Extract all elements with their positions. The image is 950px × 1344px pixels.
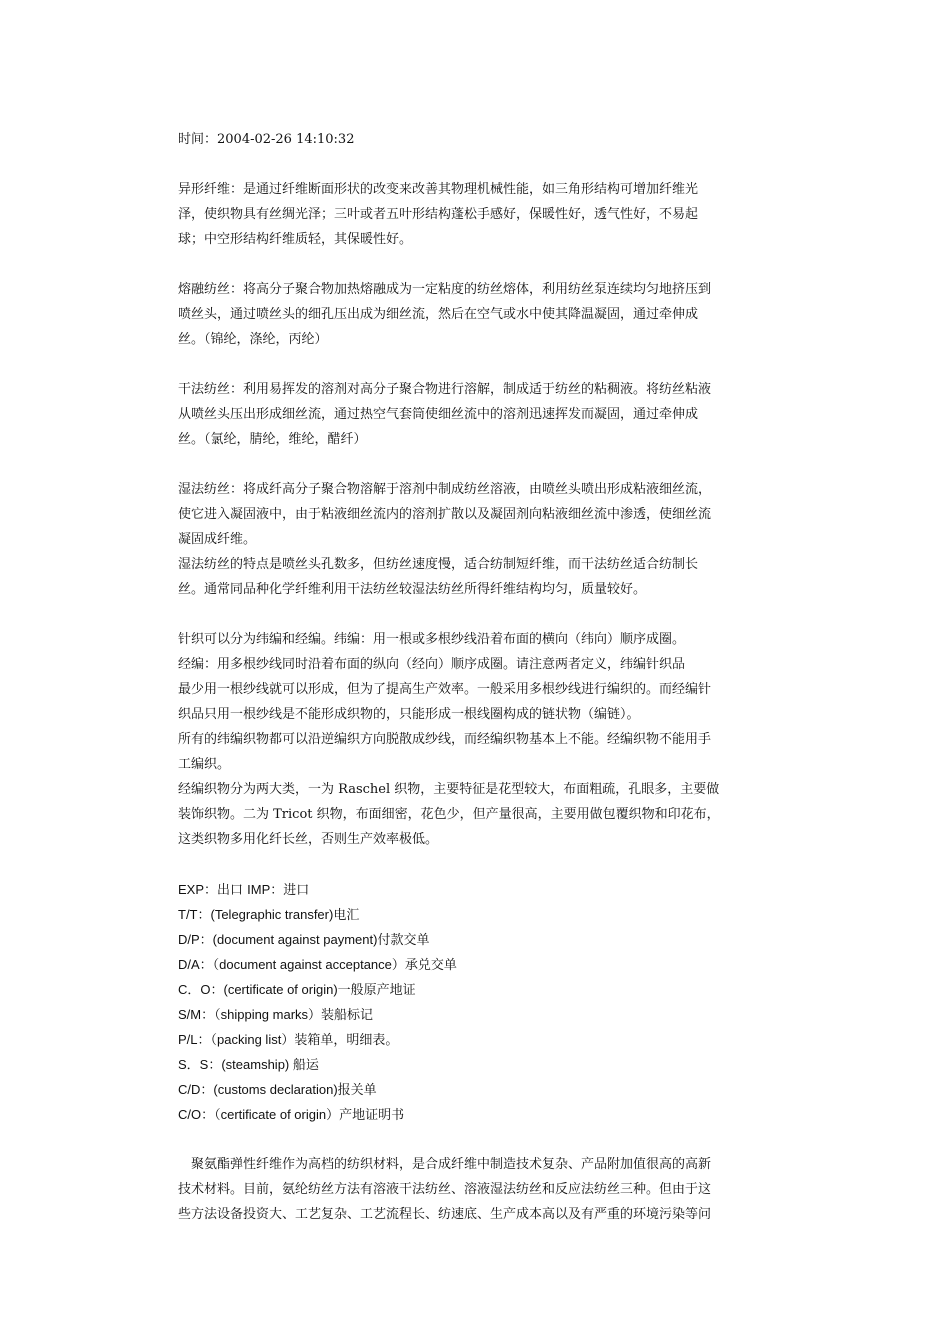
paragraph-gap [178,452,778,477]
term-abbr: C．O：(certificate of origin) [178,982,338,997]
trade-term-exp-imp [178,877,778,902]
paragraph-gap [178,852,778,877]
trade-term-tt [178,902,778,927]
term-meaning: ：进口 [270,883,310,898]
text-line: 喷丝头，通过喷丝头的细孔压出成为细丝流，然后在空气或水中使其降温凝固，通过牵伸成 [178,307,699,322]
term-abbr: C/O：（certificate of origin） [178,1107,340,1122]
text-line: 湿法纺丝：将成纤高分子聚合物溶解于溶剂中制成纺丝溶液，由喷丝头喷出形成粘液细丝流， [178,482,712,497]
text-line: 技术材料。目前，氨纶纺丝方法有溶液干法纺丝、溶液湿法纺丝和反应法纺丝三种。但由于这 [178,1182,712,1197]
trade-terms-list [178,877,778,1127]
text-line: 经编：用多根纱线同时沿着布面的纵向（经向）顺序成圈。请注意两者定义，纬编针织品 [178,657,686,672]
text-line: 球；中空形结构纤维质轻，其保暖性好。 [178,232,413,247]
text-line: 使它进入凝固液中，由于粘液细丝流内的溶剂扩散以及凝固剂向粘液细丝流中渗透，使细丝流 [178,507,712,522]
paragraph-wet-spinning [178,477,778,602]
term-meaning: 船运 [292,1058,319,1073]
timestamp: 时间：2004-02-26 14:10:32 [178,132,355,147]
term-abbr: S/M：（shipping marks） [178,1007,322,1022]
paragraph-profiled-fiber [178,177,778,252]
term-meaning: 承兑交单 [404,958,457,973]
trade-term-sm [178,1002,778,1027]
term-abbr: D/P：(document against payment) [178,932,378,947]
trade-term-dp [178,927,778,952]
term-meaning: 电汇 [333,908,360,923]
paragraph-gap [178,602,778,627]
paragraph-knitting [178,627,778,852]
text-line: 丝。（氯纶，腈纶，维纶，醋纤） [178,432,367,447]
paragraph-spandex [178,1152,778,1227]
text-line: 装饰织物。二为 Tricot 织物，布面细密，花色少，但产量很高，主要用做包覆织物和印花布， [178,807,720,822]
document-body [178,127,778,1227]
paragraph-gap [178,1127,778,1152]
text-line: 熔融纺丝：将高分子聚合物加热熔融成为一定粘度的纺丝熔体，利用纺丝泵连续均匀地挤压到 [178,282,712,297]
text-line: 所有的纬编织物都可以沿逆编织方向脱散成纱线，而经编织物基本上不能。经编织物不能用手 [178,732,712,747]
text-line: 异形纤维：是通过纤维断面形状的改变来改善其物理机械性能，如三角形结构可增加纤维光 [178,182,699,197]
paragraph-melt-spinning [178,277,778,352]
paragraph-dry-spinning [178,377,778,452]
paragraph-gap [178,152,778,177]
text-line: 最少用一根纱线就可以形成，但为了提高生产效率。一般采用多根纱线进行编织的。而经编针 [178,682,712,697]
trade-term-c-o [178,1102,778,1127]
term-meaning: 装船标记 [321,1008,374,1023]
text-line: 丝。（锦纶，涤纶，丙纶） [178,332,328,347]
trade-term-co [178,977,778,1002]
trade-term-da [178,952,778,977]
term-abbr: EXP [178,882,205,897]
text-line: 凝固成纤维。 [178,532,257,547]
trade-term-cd [178,1077,778,1102]
trade-term-pl [178,1027,778,1052]
text-line: 丝。通常同品种化学纤维利用干法纺丝较湿法纺丝所得纤维结构均匀，质量较好。 [178,582,647,597]
paragraph-gap [178,352,778,377]
term-meaning: ：出口 [204,883,248,898]
text-line: 织品只用一根纱线是不能形成织物的，只能形成一根线圈构成的链状物（编链）。 [178,707,640,722]
term-meaning: 装箱单，明细表。 [294,1033,399,1048]
term-abbr: D/A：（document against acceptance） [178,957,405,972]
text-line: 经编织物分为两大类，一为 Raschel 织物，主要特征是花型较大，布面粗疏，孔眼多，主要做 [178,782,720,797]
term-abbr: T/T：(Telegraphic transfer) [178,907,334,922]
term-meaning: 一般原产地证 [337,983,416,998]
term-abbr: C/D：(customs declaration) [178,1082,338,1097]
text-line: 泽，使织物具有丝绸光泽；三叶或者五叶形结构蓬松手感好，保暖性好，透气性好，不易起 [178,207,699,222]
text-line: 聚氨酯弹性纤维作为高档的纺织材料，是合成纤维中制造技术复杂、产品附加值很高的高新 [191,1157,712,1172]
text-line: 工编织。 [178,757,231,772]
text-line: 这类织物多用化纤长丝，否则生产效率极低。 [178,832,439,847]
term-meaning: 产地证明书 [339,1108,405,1123]
term-abbr: S．S：(steamship) [178,1057,293,1072]
text-line: 些方法设备投资大、工艺复杂、工艺流程长、纺速底、生产成本高以及有严重的环境污染等问 [178,1207,712,1222]
term-abbr: IMP [247,882,271,897]
term-meaning: 付款交单 [377,933,430,948]
paragraph-gap [178,252,778,277]
trade-term-ss [178,1052,778,1077]
term-meaning: 报关单 [337,1083,377,1098]
text-line: 从喷丝头压出形成细丝流，通过热空气套筒使细丝流中的溶剂迅速挥发而凝固，通过牵伸成 [178,407,699,422]
text-line: 湿法纺丝的特点是喷丝头孔数多，但纺丝速度慢，适合纺制短纤维，而干法纺丝适合纺制长 [178,557,699,572]
text-line: 针织可以分为纬编和经编。纬编：用一根或多根纱线沿着布面的横向（纬向）顺序成圈。 [178,632,686,647]
text-line: 干法纺丝：利用易挥发的溶剂对高分子聚合物进行溶解，制成适于纺丝的粘稠液。将纺丝粘液 [178,382,712,397]
term-abbr: P/L：（packing list） [178,1032,295,1047]
